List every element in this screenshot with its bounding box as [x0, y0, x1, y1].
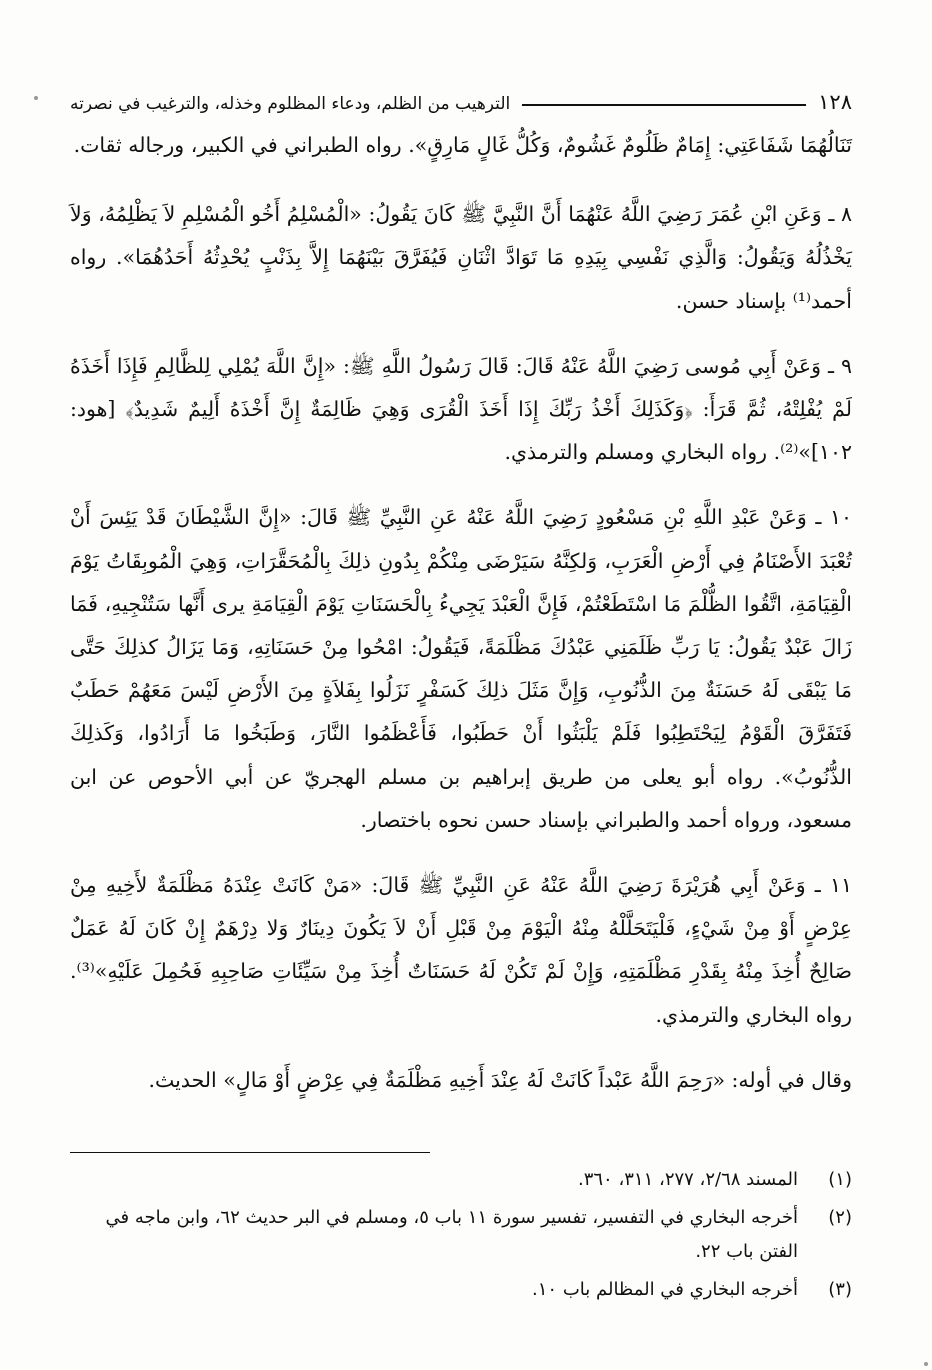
header-rule — [522, 104, 806, 106]
footnote-number: (٢) — [828, 1207, 852, 1228]
footnote-text: أخرجه البخاري في المظالم باب ١٠. — [532, 1279, 798, 1300]
page-number: ١٢٨ — [818, 90, 852, 114]
footnote-divider — [70, 1152, 430, 1153]
paragraph-continuation: تَنَالُهُمَا شَفَاعَتِي: إِمَامٌ ظَلُومٌ غَشُومٌ، وَكُلُّ غَالٍ مَارِقٍ». رواه الطبراني في الكبير، ورجاله ثقات. — [73, 133, 852, 157]
footnote-text: أخرجه البخاري في التفسير، تفسير سورة ١١ باب ٥، ومسلم في البر حديث ٦٢، وابن ماجه في الفتن باب ٢٢. — [105, 1207, 798, 1262]
scan-speck — [34, 96, 38, 100]
main-text — [70, 124, 852, 1124]
hadith-9: ٩ ـ وَعَنْ أَبِي مُوسى رَضِيَ اللَّهُ عَنْهُ قَالَ: قَالَ رَسُولُ اللَّهِ ﷺ: «إِنَّ اللَّهَ يُمْلِي لِلظَّالِمِ فَإِذَا أَخَذَهُ لَمْ يُفْلِتْهُ، ثُمَّ قَرَأَ: ﴿وَكَذَلِكَ أَخْذُ رَبِّكَ إِذَا أَخَذَ الْقُرَى وَهِيَ ظَالِمَةٌ إِنَّ أَخْذَهُ أَلِيمٌ شَدِيدٌ﴾ [هود: ١٠٢]»⁽²⁾. رواه البخاري ومسلم والترمذي. — [70, 353, 852, 465]
hadith-8: ٨ ـ وَعَنِ ابْنِ عُمَرَ رَضِيَ اللَّهُ عَنْهُمَا أَنَّ النَّبِيَّ ﷺ كَانَ يَقُولُ: «الْمُسْلِمُ أَخُو الْمُسْلِمِ لاَ يَظْلِمُهُ، وَلاَ يَخْذُلُهُ وَيَقُولُ: وَالَّذِي نَفْسِي بِيَدِهِ مَا تَوَادَّ اثْنَانِ فَيُفَرَّقَ بَيْنَهُمَا إِلاَّ بِذَنْبٍ يُحْدِثُهُ أَحَدُهُمَا». رواه أحمد⁽¹⁾ بإسناد حسن. — [70, 202, 852, 313]
running-title: الترهيب من الظلم، ودعاء المظلوم وخذله، والترغيب في نصرته — [70, 94, 511, 114]
running-header — [70, 80, 852, 114]
footnote-2 — [70, 1201, 852, 1269]
hadith-10: ١٠ ـ وَعَنْ عَبْدِ اللَّهِ بْنِ مَسْعُودٍ رَضِيَ اللَّهُ عَنْهُ عَنِ النَّبِيِّ ﷺ قَالَ: «إِنَّ الشَّيْطَانَ قَدْ يَئِسَ أَنْ تُعْبَدَ الأَصْنَامُ فِي أَرْضِ الْعَرَبِ، وَلكِنَّهُ سَيَرْضَى مِنْكُمْ بِدُونِ ذلِكَ بِالْمُحَقَّرَاتِ، وَهِيَ الْمُوبِقَاتُ يَوْمَ الْقِيَامَةِ، اتَّقُوا الظُّلْمَ مَا اسْتَطَعْتُمْ، فَإِنَّ الْعَبْدَ يَجِيءُ بِالْحَسَنَاتِ يَوْمَ الْقِيَامَةِ يرى أَنَّها سَتُنْجِيهِ، فَمَا زَالَ عَبْدٌ يَقُولُ: يَا رَبِّ ظَلَمَنِي عَبْدُكَ مَظْلَمَةً، فَيَقُولُ: امْحُوا مِنْ حَسَنَاتِهِ، وَمَا يَزَالُ كذلِكَ حَتَّى مَا يَبْقَى لَهُ حَسَنَةٌ مِنَ الذُّنُوبِ، وَإِنَّ مَثَلَ ذلِكَ كَسَفْرٍ نَزَلُوا بِفَلاَةٍ مِنَ الأَرْضِ لَيْسَ مَعَهُمْ حَطَبٌ فَتَفَرَّقَ الْقَوْمُ لِيَحْتَطِبُوا فَلَمْ يَلْبَثُوا أَنْ حَطَبُوا، فَأَعْظَمُوا النَّارَ، وَطَبَخُوا مَا أَرَادُوا، وَكَذلِكَ الذُّنُوبُ». رواه أبو يعلى من طريق إبراهيم بن مسلم الهجريّ عن أبي الأحوص عن ابن مسعود، ورواه أحمد والطبراني بإسناد حسن نحوه باختصار. — [70, 505, 852, 832]
footnotes — [70, 1163, 852, 1311]
scan-speck — [924, 1362, 928, 1366]
footnote-text: المسند ٢/٦٨، ٢٧٧، ٣١١، ٣٦٠. — [577, 1169, 798, 1190]
footnote-number: (٣) — [828, 1279, 852, 1300]
footnote-3 — [70, 1273, 852, 1307]
hadith-11-addendum: وقال في أوله: «رَحِمَ اللَّهُ عَبْداً كَانَتْ لَهُ عِنْدَ أَخِيهِ مَظْلَمَةٌ فِي عِرْضٍ أَوْ مَالٍ» الحديث. — [148, 1067, 852, 1092]
footnote-number: (١) — [828, 1169, 852, 1190]
footnote-1 — [70, 1163, 852, 1197]
hadith-11: ١١ ـ وَعَنْ أَبِي هُرَيْرَةَ رَضِيَ اللَّهُ عَنْهُ عَنِ النَّبِيِّ ﷺ قَالَ: «مَنْ كَانَتْ عِنْدَهُ مَظْلَمَةٌ لأَخِيهِ مِنْ عِرْضٍ أَوْ مِنْ شَيْءٍ، فَلْيَتَحَلَّلْهُ مِنْهُ الْيَوْمَ مِنْ قَبْلِ أَنْ لاَ يَكُونَ دِينَارٌ وَلا دِرْهَمٌ إِنْ كَانَ لَهُ عَمَلٌ صَالِحٌ أُخِذَ مِنْهُ بِقَدْرِ مَظْلَمَتِهِ، وَإِنْ لَمْ تَكُنْ لَهُ حَسَنَاتٌ أُخِذَ مِنْ سَيِّئَاتِ صَاحِبِهِ فَحُمِلَ عَلَيْهِ»⁽³⁾. رواه البخاري والترمذي. — [70, 873, 853, 1027]
